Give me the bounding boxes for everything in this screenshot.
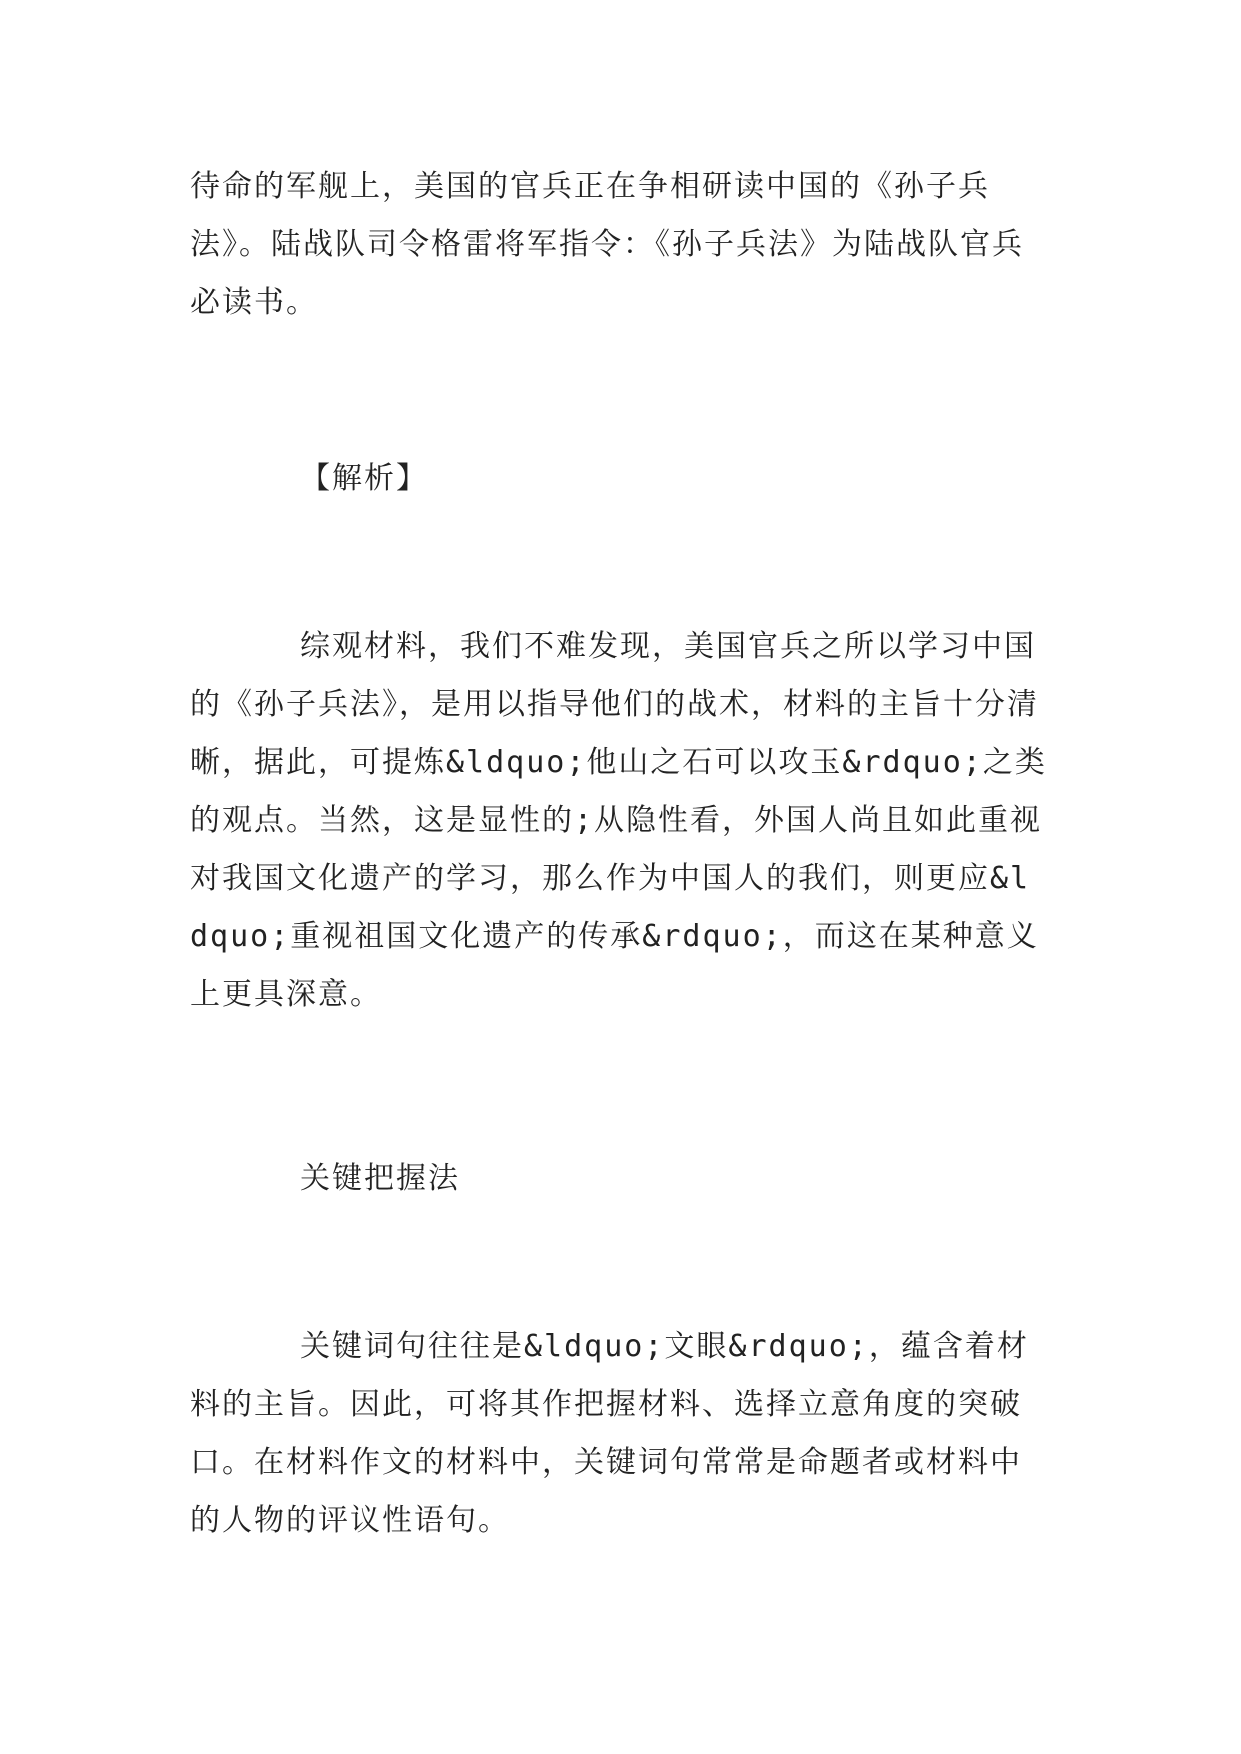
intro-paragraph: 待命的军舰上，美国的官兵正在争相研读中国的《孙子兵法》。陆战队司令格雷将军指令：《孙子兵法》为陆战队官兵必读书。 <box>190 169 1024 320</box>
analysis-paragraph: 综观材料，我们不难发现，美国官兵之所以学习中国的《孙子兵法》，是用以指导他们的战术，材料的主旨十分清晰，据此，可提炼&ldquo;他山之石可以攻玉&rdquo;之类的观点。当然，这是显性的;从隐性看，外国人尚且如此重视对我国文化遗产的学习，那么作为中国人的我们，则更应&ldquo;重视祖国文化遗产的传承&rdquo;，而这在某种意义上更具深意。 <box>190 629 1047 1012</box>
method-heading: 关键把握法 <box>300 1161 460 1196</box>
analysis-heading: 【解析】 <box>300 461 428 496</box>
method-paragraph: 关键词句往往是&ldquo;文眼&rdquo;，蕴含着材料的主旨。因此，可将其作把握材料、选择立意角度的突破口。在材料作文的材料中，关键词句常常是命题者或材料中的人物的评议性语句。 <box>190 1329 1029 1538</box>
